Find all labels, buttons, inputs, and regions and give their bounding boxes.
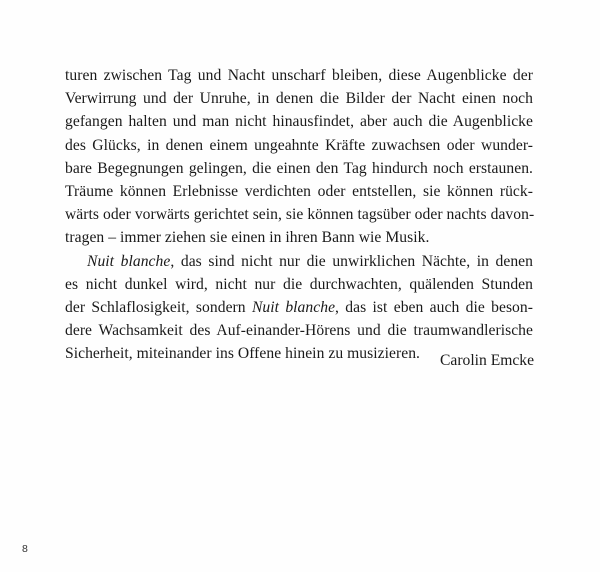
text-segment: , das sind nicht nur die unwirklichen Nächte, in denen <box>170 252 533 270</box>
text-line: dere Wachsamkeit des Auf-einander-Hörens und die traumwandlerische <box>65 322 533 340</box>
text-line: Träume können Erlebnisse verdichten oder entstellen, sie können rück- <box>65 183 533 201</box>
text-line: es nicht dunkel wird, nicht nur die durchwachten, quälenden Stunden <box>65 275 533 293</box>
text-segment: , das ist eben auch die beson- <box>335 299 533 317</box>
text-line: des Glücks, in denen einem ungeahnte Kräfte zuwachsen oder wunder- <box>65 136 533 154</box>
text-line <box>65 250 533 273</box>
text-line: tragen – immer ziehen sie einen in ihren Bann wie Musik. <box>65 229 430 247</box>
text-segment: der Schlaflosigkeit, sondern <box>65 299 252 317</box>
text-line: turen zwischen Tag und Nacht unscharf bleiben, diese Augenblicke der <box>65 67 533 84</box>
text-line: wärts oder vorwärts gerichtet sein, sie können tagsüber oder nachts davon- <box>65 206 535 224</box>
text-line: Sicherheit, miteinander ins Offene hinein zu musizieren. <box>65 345 420 363</box>
body-text <box>65 64 533 366</box>
text-line <box>65 296 533 319</box>
text-line: Verwirrung und der Unruhe, in denen die Bilder der Nacht einen noch <box>65 90 533 108</box>
italic-title: Nuit blanche <box>251 299 336 317</box>
text-line: bare Begegnungen gelingen, die einen den Tag hindurch noch erstaunen. <box>65 159 533 177</box>
text-line: gefangen halten und man nicht hinausfindet, aber auch die Augenblicke <box>65 113 533 131</box>
italic-title: Nuit blanche <box>87 252 171 270</box>
author-signature: Carolin Emcke <box>440 352 534 369</box>
page-number: 8 <box>22 543 28 555</box>
